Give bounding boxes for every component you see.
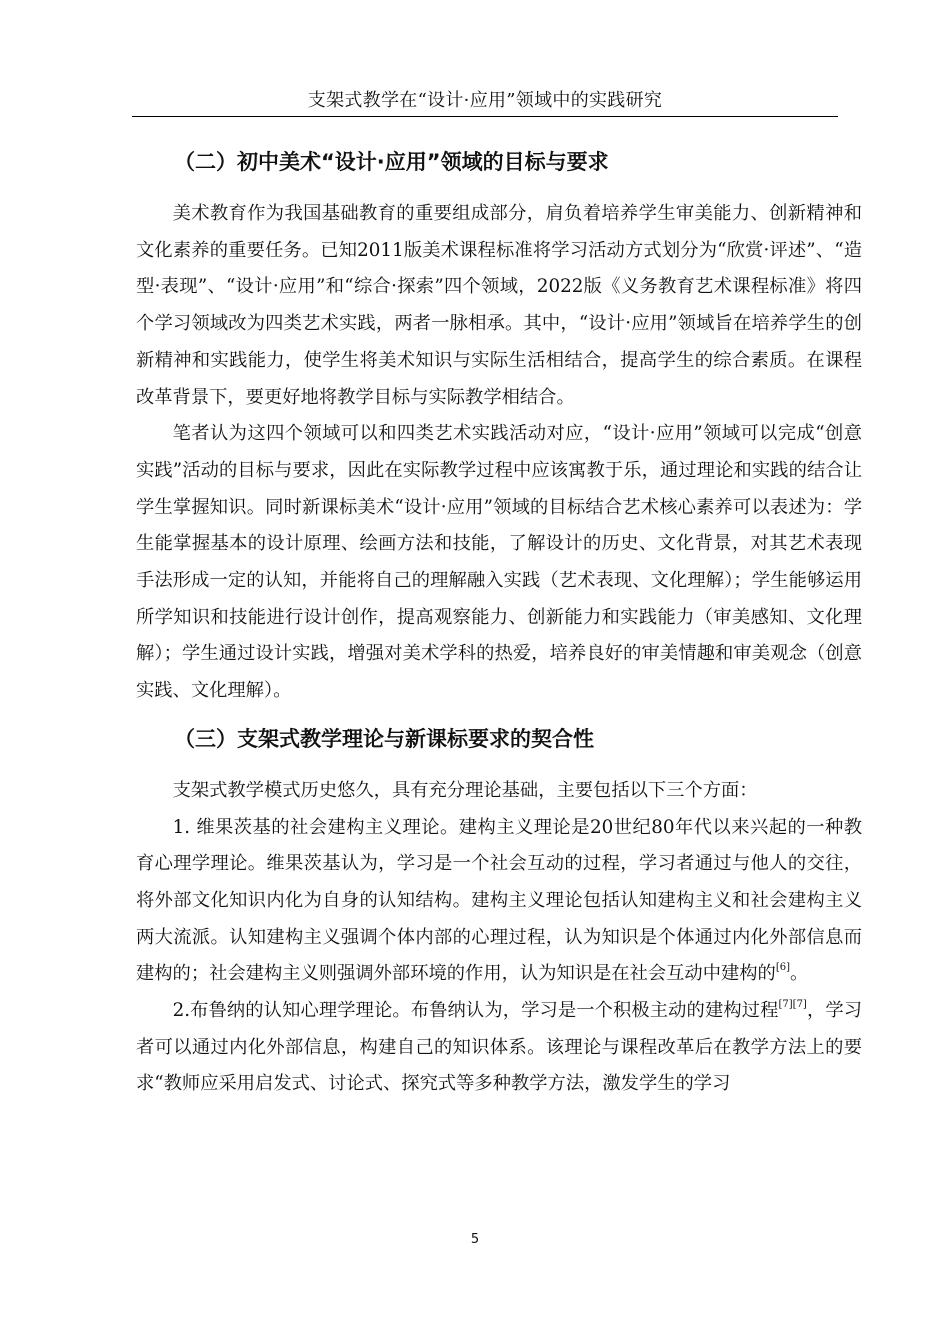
citation-ref[interactable]: [7][7] xyxy=(778,999,807,1011)
paragraph-text: 2.布鲁纳的认知心理学理论。布鲁纳认为，学习是一个积极主动的建构过程 xyxy=(172,1000,779,1022)
citation-ref[interactable]: [6] xyxy=(775,962,791,974)
section-heading: （二）初中美术“设计·应用”领域的目标与要求 xyxy=(174,150,609,174)
running-header xyxy=(132,88,838,117)
paragraph-text: ，学习者可以通过内化外部信息，构建自己的知识体系。该理论与课程改革后在教学方法上的要求“教师应采用启发式、讨论式、探究式等多种教学方法，激发学生的学习 xyxy=(136,1000,863,1095)
body-paragraph: 笔者认为这四个领域可以和四类艺术实践活动对应，“设计·应用”领域可以完成“创意实践”活动的目标与要求，因此在实际教学过程中应该寓教于乐，通过理论和实践的结合让学生掌握知识。同时新课标美术“设计·应用”领域的目标结合艺术核心素养可以表述为：学生能掌握基本的设计原理、绘画方法和技能，了解设计的历史、文化背景，对其艺术表现手法形成一定的认知，并能将自己的理解融入实践（艺术表现、文化理解）；学生能够运用所学知识和技能进行设计创作，提高观察能力、创新能力和实践能力（审美感知、文化理解）；学生通过设计实践，增强对美术学科的热爱，培养良好的审美情趣和审美观念（创意实践、文化理解）。 xyxy=(136,423,862,702)
running-header-title: 支架式教学在“设计·应用”领域中的实践研究 xyxy=(307,90,663,111)
paragraph-text: 。 xyxy=(790,963,809,985)
body-paragraph: 美术教育作为我国基础教育的重要组成部分，肩负着培养学生审美能力、创新精神和文化素养的重要任务。已知2011版美术课程标准将学习活动方式划分为“欣赏·评述”、“造型·表现”、“设计·应用”和“综合·探索”四个领域，2022版《义务教育艺术课程标准》将四个学习领域改为四类艺术实践，两者一脉相承。其中，“设计·应用”领域旨在培养学生的创新精神和实践能力，使学生将美术知识与实际生活相结合，提高学生的综合素质。在课程改革背景下，要更好地将教学目标与实际教学相结合。 xyxy=(136,203,862,408)
numbered-paragraph-2 xyxy=(136,993,862,1103)
body-paragraph: 支架式教学模式历史悠久，具有充分理论基础，主要包括以下三个方面： xyxy=(172,779,758,801)
page-body xyxy=(136,145,862,1103)
numbered-paragraph-1 xyxy=(136,810,862,994)
page-number: 5 xyxy=(470,1232,480,1247)
section-heading: （三）支架式教学理论与新课标要求的契合性 xyxy=(174,726,594,751)
paragraph-text: 1. 维果茨基的社会建构主义理论。建构主义理论是20世纪80年代以来兴起的一种教育心理学理论。维果茨基认为，学习是一个社会互动的过程，学习者通过与他人的交往，将外部文化知识内化为自身的认知结构。建构主义理论包括认知建构主义和社会建构主义两大流派。认知建构主义强调个体内部的心理过程，认为知识是个体通过内化外部信息而建构的；社会建构主义则强调外部环境的作用，认为知识是在社会互动中建构的 xyxy=(136,816,862,985)
